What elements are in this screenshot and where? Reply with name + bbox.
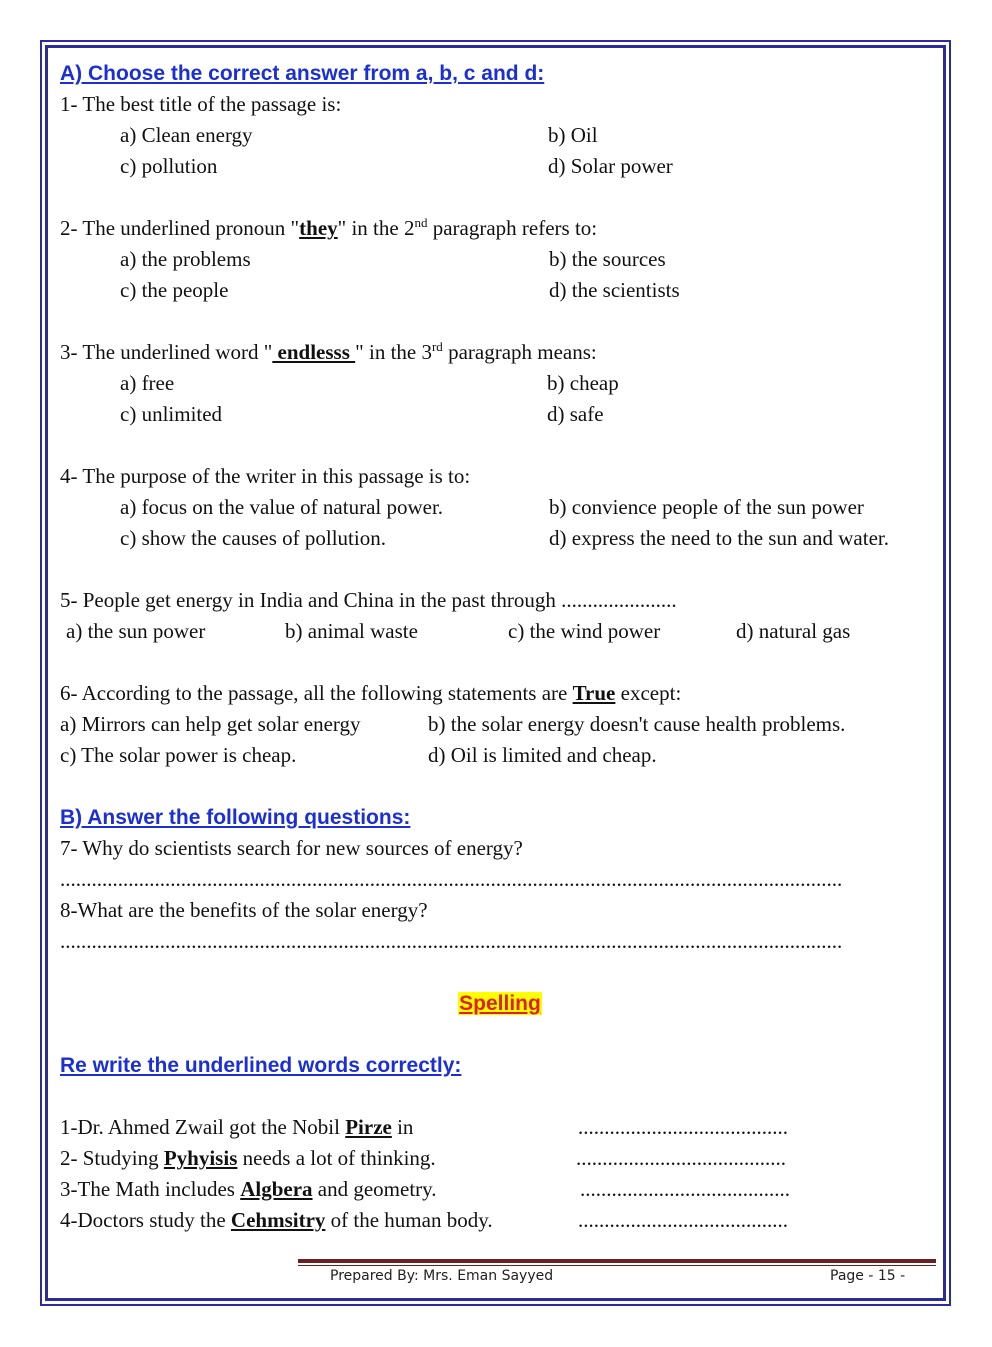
q6-option-b: b) the solar energy doesn't cause health problems. xyxy=(428,712,846,736)
underlined-word-they: they xyxy=(299,216,338,240)
question-3-options-row2 xyxy=(60,399,940,430)
q3-option-d: d) safe xyxy=(547,402,604,426)
question-1-options-row2 xyxy=(60,151,940,182)
section-a-heading: A) Choose the correct answer from a, b, c and d: xyxy=(60,62,545,85)
spelling-item-1: 1-Dr. Ahmed Zwail got the Nobil Pirze in ........................................ xyxy=(60,1112,940,1143)
question-1-stem: 1- The best title of the passage is: xyxy=(60,92,342,116)
q2-option-c: c) the people xyxy=(120,278,229,302)
question-2-options-row1 xyxy=(60,244,940,275)
q6-option-c: c) The solar power is cheap. xyxy=(60,743,297,767)
q5-option-b: b) animal waste xyxy=(285,619,418,643)
answer-line-8[interactable]: ..................................................................................................................................................... xyxy=(60,929,843,953)
footer-rule xyxy=(298,1259,936,1263)
worksheet-content xyxy=(60,58,940,1236)
question-8: 8-What are the benefits of the solar energy? xyxy=(60,898,428,922)
q5-option-c: c) the wind power xyxy=(508,619,661,643)
underlined-word-endlesss: endlesss xyxy=(272,340,356,364)
spelling-answer-blank[interactable]: ........................................ xyxy=(578,1115,788,1139)
misspelled-word: Algbera xyxy=(240,1177,313,1201)
misspelled-word: Pyhyisis xyxy=(163,1146,238,1170)
question-4-options-row2 xyxy=(60,523,940,554)
misspelled-word: Pirze xyxy=(345,1115,392,1139)
spelling-item-4: 4-Doctors study the Cehmsitry of the human body. ........................................ xyxy=(60,1205,940,1236)
footer-rule-thin xyxy=(298,1265,936,1266)
question-4-options-row1 xyxy=(60,492,940,523)
question-5-options xyxy=(60,616,940,647)
question-1-options-row1 xyxy=(60,120,940,151)
q4-option-b: b) convience people of the sun power xyxy=(549,495,864,519)
q4-option-a: a) focus on the value of natural power. xyxy=(120,495,444,519)
spelling-answer-blank[interactable]: ........................................ xyxy=(580,1177,790,1201)
misspelled-word: Cehmsitry xyxy=(230,1208,326,1232)
q1-option-d: d) Solar power xyxy=(548,154,673,178)
underlined-word-true: True xyxy=(572,681,616,705)
question-6-stem: 6- According to the passage, all the following statements are True except: xyxy=(60,681,682,705)
q2-option-d: d) the scientists xyxy=(549,278,680,302)
question-6-options-row2 xyxy=(60,740,940,771)
q2-option-b: b) the sources xyxy=(549,247,666,271)
spelling-answer-blank[interactable]: ........................................ xyxy=(576,1146,786,1170)
question-3-options-row1 xyxy=(60,368,940,399)
spelling-item-3: 3-The Math includes Algbera and geometry. ........................................ xyxy=(60,1174,940,1205)
question-2-stem: 2- The underlined pronoun "they" in the 2nd paragraph refers to: xyxy=(60,215,598,240)
footer-page-number: Page - 15 - xyxy=(830,1268,906,1284)
question-4-stem: 4- The purpose of the writer in this passage is to: xyxy=(60,464,471,488)
spelling-instruction: Re write the underlined words correctly: xyxy=(60,1054,462,1077)
question-6-options-row1 xyxy=(60,709,940,740)
q6-option-d: d) Oil is limited and cheap. xyxy=(428,743,657,767)
q3-option-c: c) unlimited xyxy=(120,402,223,426)
q1-option-c: c) pollution xyxy=(120,154,218,178)
answer-line-7[interactable]: ..................................................................................................................................................... xyxy=(60,867,843,891)
q2-option-a: a) the problems xyxy=(120,247,251,271)
spelling-title: Spelling xyxy=(459,992,541,1015)
q3-option-b: b) cheap xyxy=(547,371,619,395)
question-5-stem: 5- People get energy in India and China in the past through ...................... xyxy=(60,588,677,612)
q5-option-a: a) the sun power xyxy=(66,619,206,643)
spelling-answer-blank[interactable]: ........................................ xyxy=(578,1208,788,1232)
spelling-item-2: 2- Studying Pyhyisis needs a lot of thinking. ........................................ xyxy=(60,1143,940,1174)
q4-option-c: c) show the causes of pollution. xyxy=(120,526,386,550)
q1-option-a: a) Clean energy xyxy=(120,123,253,147)
q5-option-d: d) natural gas xyxy=(736,619,851,643)
question-2-options-row2 xyxy=(60,275,940,306)
q6-option-a: a) Mirrors can help get solar energy xyxy=(60,712,361,736)
question-7: 7- Why do scientists search for new sources of energy? xyxy=(60,836,523,860)
question-3-stem: 3- The underlined word " endlesss " in the 3rd paragraph means: xyxy=(60,339,597,364)
footer-prepared-by: Prepared By: Mrs. Eman Sayyed xyxy=(330,1268,554,1284)
q3-option-a: a) free xyxy=(120,371,175,395)
section-b-heading: B) Answer the following questions: xyxy=(60,806,411,829)
spelling-title-wrap xyxy=(60,988,940,1019)
q1-option-b: b) Oil xyxy=(548,123,598,147)
q4-option-d: d) express the need to the sun and water. xyxy=(549,526,889,550)
